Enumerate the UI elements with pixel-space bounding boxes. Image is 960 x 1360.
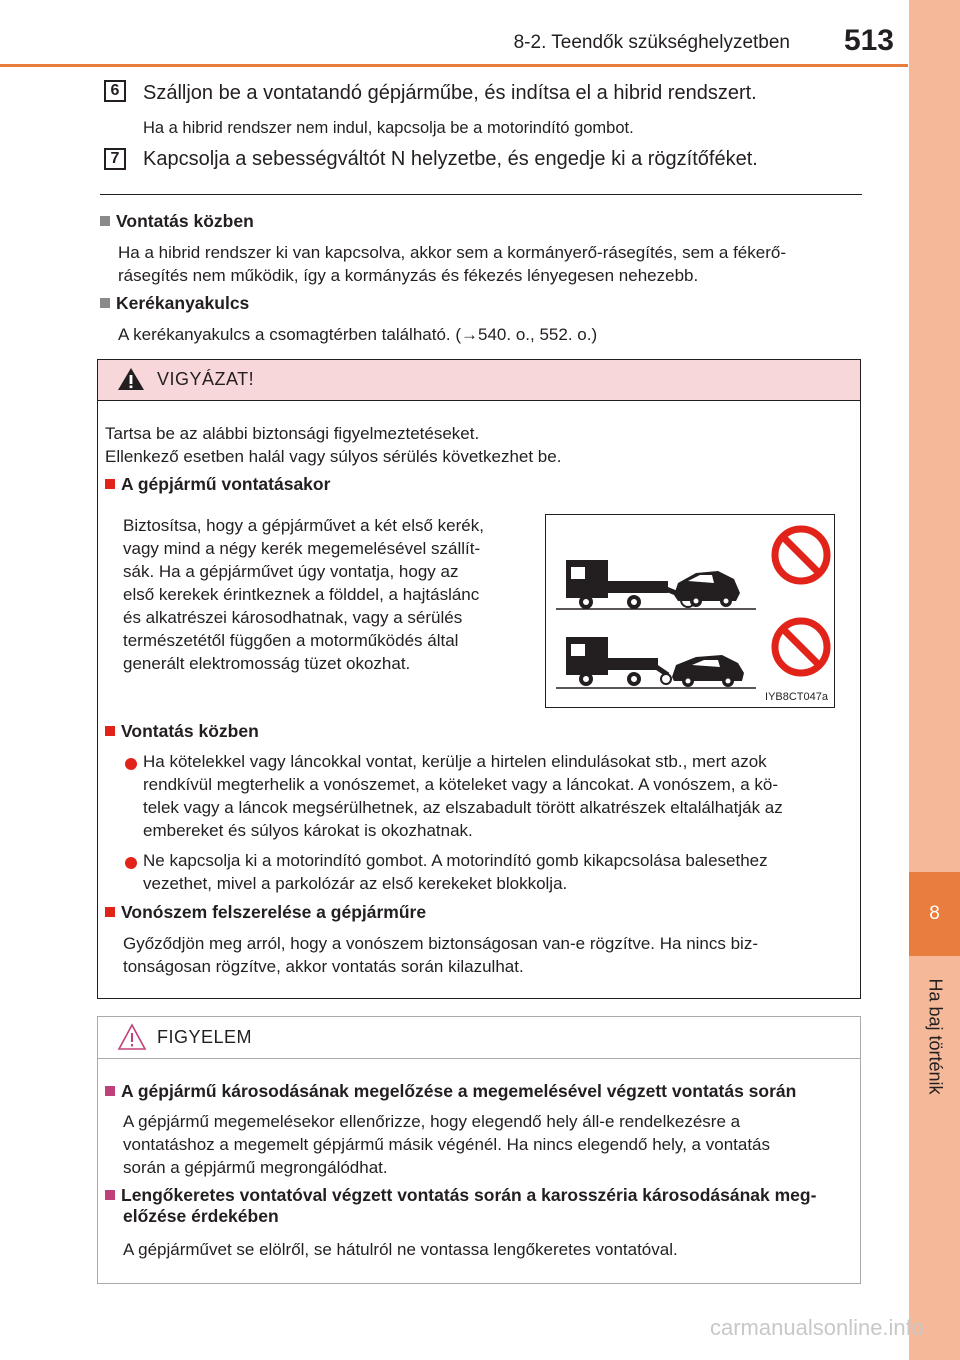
note-heading-lug-wrench: Kerékanyakulcs [100,293,249,314]
note-lug-wrench-text: A kerékanyakulcs a csomagtérben található. (→540. o., 552. o.) [118,325,598,344]
square-bullet-icon [105,907,115,917]
warning-title: VIGYÁZAT! [157,369,255,389]
side-tab-strip [909,0,960,1360]
watermark: carmanualsonline.info [710,1315,925,1340]
square-bullet-icon [105,1190,115,1200]
caution-heading-sling-tow: Lengőkeretes vontatóval végzett vontatás során a karosszéria károsodásának meg- előzése érdekében [105,1185,855,1227]
section-divider [100,194,862,195]
header-rule [0,64,908,67]
warning-heading-towing-eyelet: Vonószem felszerelése a gépjárműre [105,902,426,923]
square-bullet-icon [100,298,110,308]
caution-lifting-text: A gépjármű megemelésekor ellenőrizze, hogy elegendő hely áll-e rendelkezésre a vontatáshoz a megemelt gépjármű másik végénél. Ha nincs elegendő hely, a vontatás során a gépjármű megrongálódhat. [123,1112,771,1177]
step-number-7: 7 [104,148,126,170]
warning-triangle-icon [117,367,145,391]
image-code: IYB8CT047a [765,691,828,703]
caution-header-rule [98,1058,860,1059]
square-bullet-icon [100,216,110,226]
step-6-subtext: Ha a hibrid rendszer nem indul, kapcsolja be a motorindító gombot. [143,119,634,137]
warning-towing-eyelet-text: Győződjön meg arról, hogy a vonószem biztonságosan van-e rögzítve. Ha nincs biz- tonságosan rögzítve, akkor vontatás során kilazulhat. [123,934,758,976]
square-bullet-icon [105,726,115,736]
warning-towing-vehicle-text: Biztosítsa, hogy a gépjárművet a két első kerék, vagy mind a négy kerék megemelésével szállít- sák. Ha a gépjárművet úgy vontatja, hogy az első kerekek érintkeznek a földdel, a hajtáslánc és alkatrészei károsodhatnak, vagy a sérülés természetétől függően a motorműködés által generált elektromosság tüzet okozhat. [123,516,484,673]
tow-truck-prohibited-image [546,515,834,707]
square-bullet-icon [105,1086,115,1096]
round-bullet-icon [125,856,137,874]
prohibited-icon [775,529,827,581]
step-number-6: 6 [104,80,126,102]
caution-triangle-icon [117,1023,147,1051]
section-title: 8-2. Teendők szükséghelyzetben [513,32,790,53]
warning-heading-towing-vehicle: A gépjármű vontatásakor [105,474,330,495]
note-heading-towing: Vontatás közben [100,211,254,232]
caution-title: FIGYELEM [157,1027,253,1047]
caution-heading-lifting: A gépjármű károsodásának megelőzése a megemelésével végzett vontatás során [105,1081,796,1102]
warning-power-switch-text: Ne kapcsolja ki a motorindító gombot. A motorindító gomb kikapcsolása balesethez vezethet, mivel a parkolózár az első kerekeket blokkolja. [143,851,768,893]
round-bullet-icon [125,757,137,775]
note-towing-text: Ha a hibrid rendszer ki van kapcsolva, akkor sem a kormányerő-rásegítés, sem a fékerő- rásegítés nem működik, így a kormányzás és fékezés lényegesen nehezebb. [118,243,786,285]
chapter-title: Ha baj történik [925,978,945,1095]
page-number: 513 [843,24,894,57]
step-6-text: Szálljon be a vontatandó gépjárműbe, és indítsa el a hibrid rendszert. [143,82,757,104]
step-7-text: Kapcsolja a sebességváltót N helyzetbe, és engedje ki a rögzítőféket. [143,148,758,170]
chapter-title-vertical [909,966,960,1106]
tow-truck-icon [566,560,695,609]
chapter-number: 8 [909,872,960,956]
square-bullet-icon [105,479,115,489]
towing-illustration [545,514,835,708]
warning-ropes-text: Ha kötelekkel vagy láncokkal vontat, kerülje a hirtelen elindulásokat stb., mert azok rendkívül megterhelik a vonószemet, a köteleket vagy a láncokat. A vonószem, a kö- telek vagy a láncok megsérülhetnek, az elszabadult törött alkatrészek eltalálhatják az embereket és súlyos károkat is okozhatnak. [143,752,783,840]
warning-heading-while-towing: Vontatás közben [105,721,259,742]
warning-intro: Tartsa be az alábbi biztonsági figyelmeztetéseket. Ellenkező esetben halál vagy súlyos sérülés következhet be. [105,424,562,466]
caution-sling-tow-text: A gépjárművet se elölről, se hátulról ne vontassa lengőkeretes vontatóval. [123,1240,678,1259]
